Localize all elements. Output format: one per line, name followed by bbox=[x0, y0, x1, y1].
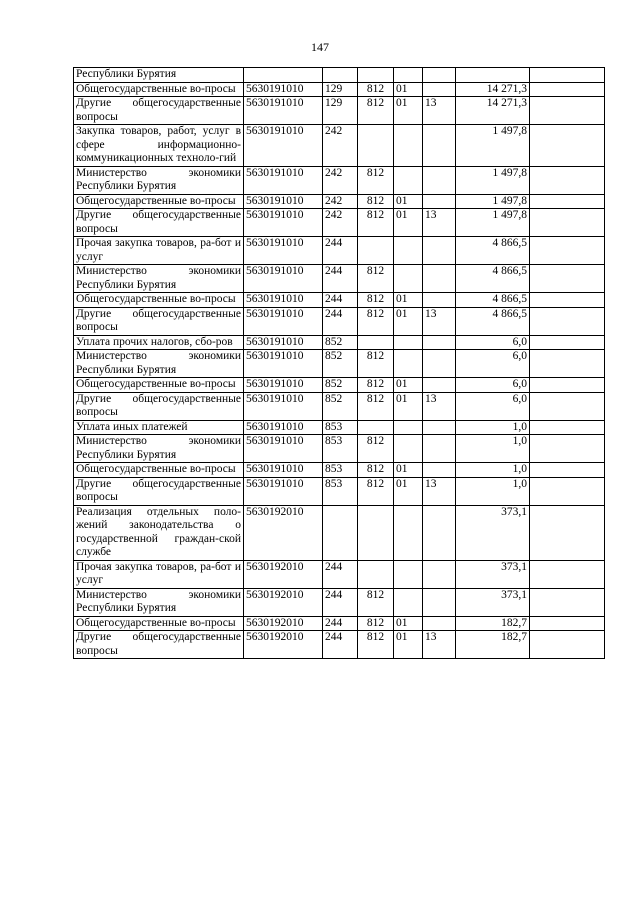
subsection-cell: 13 bbox=[423, 97, 456, 125]
table-row bbox=[74, 166, 605, 194]
row-name-cell: Общегосударственные во-просы bbox=[74, 293, 244, 308]
row-name-cell: Общегосударственные во-просы bbox=[74, 194, 244, 209]
table-row bbox=[74, 463, 605, 478]
administrator-code-cell bbox=[358, 420, 394, 435]
target-code-cell: 5630192010 bbox=[244, 560, 323, 588]
table-row bbox=[74, 477, 605, 505]
amount-cell: 1,0 bbox=[456, 477, 530, 505]
administrator-code-cell bbox=[358, 560, 394, 588]
subsection-cell bbox=[423, 293, 456, 308]
amount-cell: 14 271,3 bbox=[456, 82, 530, 97]
expense-type-cell: 853 bbox=[323, 477, 358, 505]
expense-type-cell: 853 bbox=[323, 435, 358, 463]
target-code-cell: 5630191010 bbox=[244, 82, 323, 97]
administrator-code-cell: 812 bbox=[358, 588, 394, 616]
section-cell: 01 bbox=[394, 477, 423, 505]
extra-empty-cell bbox=[530, 631, 605, 659]
section-cell: 01 bbox=[394, 616, 423, 631]
table-row bbox=[74, 97, 605, 125]
extra-empty-cell bbox=[530, 463, 605, 478]
extra-empty-cell bbox=[530, 68, 605, 83]
section-cell: 01 bbox=[394, 307, 423, 335]
target-code-cell: 5630191010 bbox=[244, 420, 323, 435]
administrator-code-cell bbox=[358, 505, 394, 560]
extra-empty-cell bbox=[530, 125, 605, 167]
extra-empty-cell bbox=[530, 237, 605, 265]
table-row bbox=[74, 265, 605, 293]
subsection-cell bbox=[423, 237, 456, 265]
target-code-cell: 5630192010 bbox=[244, 631, 323, 659]
amount-cell: 4 866,5 bbox=[456, 307, 530, 335]
row-name-cell: Общегосударственные во-просы bbox=[74, 82, 244, 97]
administrator-code-cell: 812 bbox=[358, 477, 394, 505]
target-code-cell: 5630191010 bbox=[244, 97, 323, 125]
section-cell bbox=[394, 560, 423, 588]
extra-empty-cell bbox=[530, 166, 605, 194]
extra-empty-cell bbox=[530, 560, 605, 588]
row-name-cell: Реализация отдельных поло-жений законодательства о государственной граждан-ской службе bbox=[74, 505, 244, 560]
amount-cell: 182,7 bbox=[456, 631, 530, 659]
row-name-cell: Министерство экономики Республики Бурятия bbox=[74, 350, 244, 378]
section-cell bbox=[394, 166, 423, 194]
table-row bbox=[74, 68, 605, 83]
amount-cell: 373,1 bbox=[456, 588, 530, 616]
table-row bbox=[74, 82, 605, 97]
row-name-cell: Министерство экономики Республики Бурятия bbox=[74, 435, 244, 463]
row-name-cell: Республики Бурятия bbox=[74, 68, 244, 83]
amount-cell: 1,0 bbox=[456, 420, 530, 435]
administrator-code-cell bbox=[358, 125, 394, 167]
expense-type-cell: 853 bbox=[323, 463, 358, 478]
subsection-cell: 13 bbox=[423, 477, 456, 505]
expense-type-cell: 852 bbox=[323, 392, 358, 420]
target-code-cell bbox=[244, 68, 323, 83]
table-row bbox=[74, 335, 605, 350]
amount-cell: 14 271,3 bbox=[456, 97, 530, 125]
extra-empty-cell bbox=[530, 209, 605, 237]
section-cell bbox=[394, 435, 423, 463]
administrator-code-cell: 812 bbox=[358, 378, 394, 393]
row-name-cell: Другие общегосударственные вопросы bbox=[74, 307, 244, 335]
administrator-code-cell: 812 bbox=[358, 82, 394, 97]
row-name-cell: Прочая закупка товаров, ра-бот и услуг bbox=[74, 237, 244, 265]
section-cell bbox=[394, 350, 423, 378]
section-cell: 01 bbox=[394, 631, 423, 659]
section-cell: 01 bbox=[394, 378, 423, 393]
page-number: 147 bbox=[311, 40, 329, 54]
target-code-cell: 5630191010 bbox=[244, 125, 323, 167]
section-cell: 01 bbox=[394, 194, 423, 209]
section-cell: 01 bbox=[394, 97, 423, 125]
table-row bbox=[74, 125, 605, 167]
expense-type-cell: 244 bbox=[323, 631, 358, 659]
expense-type-cell: 852 bbox=[323, 335, 358, 350]
expense-type-cell: 244 bbox=[323, 265, 358, 293]
target-code-cell: 5630191010 bbox=[244, 392, 323, 420]
table-row bbox=[74, 194, 605, 209]
target-code-cell: 5630191010 bbox=[244, 166, 323, 194]
expense-type-cell: 129 bbox=[323, 82, 358, 97]
table-row bbox=[74, 237, 605, 265]
amount-cell: 373,1 bbox=[456, 505, 530, 560]
amount-cell: 1,0 bbox=[456, 435, 530, 463]
administrator-code-cell: 812 bbox=[358, 350, 394, 378]
expense-type-cell: 244 bbox=[323, 307, 358, 335]
administrator-code-cell: 812 bbox=[358, 435, 394, 463]
subsection-cell bbox=[423, 350, 456, 378]
subsection-cell bbox=[423, 166, 456, 194]
extra-empty-cell bbox=[530, 97, 605, 125]
target-code-cell: 5630191010 bbox=[244, 237, 323, 265]
section-cell bbox=[394, 505, 423, 560]
section-cell: 01 bbox=[394, 82, 423, 97]
amount-cell: 373,1 bbox=[456, 560, 530, 588]
extra-empty-cell bbox=[530, 505, 605, 560]
table-row bbox=[74, 293, 605, 308]
subsection-cell: 13 bbox=[423, 392, 456, 420]
section-cell bbox=[394, 335, 423, 350]
amount-cell: 6,0 bbox=[456, 378, 530, 393]
administrator-code-cell: 812 bbox=[358, 194, 394, 209]
expense-type-cell: 242 bbox=[323, 125, 358, 167]
row-name-cell: Закупка товаров, работ, услуг в сфере информационно-коммуникационных техноло-гий bbox=[74, 125, 244, 167]
expense-type-cell: 242 bbox=[323, 209, 358, 237]
expense-type-cell: 244 bbox=[323, 588, 358, 616]
subsection-cell: 13 bbox=[423, 307, 456, 335]
target-code-cell: 5630191010 bbox=[244, 435, 323, 463]
table-row bbox=[74, 378, 605, 393]
extra-empty-cell bbox=[530, 82, 605, 97]
administrator-code-cell: 812 bbox=[358, 265, 394, 293]
amount-cell: 6,0 bbox=[456, 392, 530, 420]
extra-empty-cell bbox=[530, 378, 605, 393]
section-cell: 01 bbox=[394, 209, 423, 237]
table-row bbox=[74, 631, 605, 659]
extra-empty-cell bbox=[530, 194, 605, 209]
target-code-cell: 5630192010 bbox=[244, 616, 323, 631]
administrator-code-cell: 812 bbox=[358, 209, 394, 237]
expense-type-cell: 242 bbox=[323, 194, 358, 209]
row-name-cell: Другие общегосударственные вопросы bbox=[74, 392, 244, 420]
expense-type-cell: 852 bbox=[323, 378, 358, 393]
subsection-cell bbox=[423, 68, 456, 83]
subsection-cell bbox=[423, 82, 456, 97]
target-code-cell: 5630191010 bbox=[244, 209, 323, 237]
extra-empty-cell bbox=[530, 616, 605, 631]
section-cell bbox=[394, 420, 423, 435]
amount-cell: 1 497,8 bbox=[456, 194, 530, 209]
amount-cell: 4 866,5 bbox=[456, 237, 530, 265]
expense-type-cell: 853 bbox=[323, 420, 358, 435]
section-cell: 01 bbox=[394, 392, 423, 420]
extra-empty-cell bbox=[530, 588, 605, 616]
subsection-cell bbox=[423, 265, 456, 293]
administrator-code-cell: 812 bbox=[358, 97, 394, 125]
table-row bbox=[74, 350, 605, 378]
subsection-cell bbox=[423, 505, 456, 560]
section-cell bbox=[394, 265, 423, 293]
expense-type-cell: 129 bbox=[323, 97, 358, 125]
target-code-cell: 5630191010 bbox=[244, 307, 323, 335]
row-name-cell: Другие общегосударственные вопросы bbox=[74, 631, 244, 659]
amount-cell: 182,7 bbox=[456, 616, 530, 631]
administrator-code-cell: 812 bbox=[358, 463, 394, 478]
row-name-cell: Министерство экономики Республики Бурятия bbox=[74, 265, 244, 293]
amount-cell bbox=[456, 68, 530, 83]
target-code-cell: 5630192010 bbox=[244, 588, 323, 616]
section-cell: 01 bbox=[394, 293, 423, 308]
row-name-cell: Другие общегосударственные вопросы bbox=[74, 97, 244, 125]
amount-cell: 4 866,5 bbox=[456, 265, 530, 293]
expense-type-cell: 244 bbox=[323, 237, 358, 265]
extra-empty-cell bbox=[530, 307, 605, 335]
expense-type-cell: 244 bbox=[323, 293, 358, 308]
table-row bbox=[74, 435, 605, 463]
subsection-cell bbox=[423, 125, 456, 167]
target-code-cell: 5630191010 bbox=[244, 293, 323, 308]
row-name-cell: Общегосударственные во-просы bbox=[74, 463, 244, 478]
row-name-cell: Другие общегосударственные вопросы bbox=[74, 209, 244, 237]
expense-type-cell: 242 bbox=[323, 166, 358, 194]
administrator-code-cell: 812 bbox=[358, 293, 394, 308]
subsection-cell bbox=[423, 463, 456, 478]
amount-cell: 1 497,8 bbox=[456, 166, 530, 194]
extra-empty-cell bbox=[530, 265, 605, 293]
table-row bbox=[74, 560, 605, 588]
budget-table bbox=[73, 67, 605, 659]
subsection-cell bbox=[423, 560, 456, 588]
amount-cell: 4 866,5 bbox=[456, 293, 530, 308]
target-code-cell: 5630191010 bbox=[244, 477, 323, 505]
row-name-cell: Уплата иных платежей bbox=[74, 420, 244, 435]
table-row bbox=[74, 588, 605, 616]
subsection-cell bbox=[423, 588, 456, 616]
table-row bbox=[74, 209, 605, 237]
row-name-cell: Другие общегосударственные вопросы bbox=[74, 477, 244, 505]
administrator-code-cell: 812 bbox=[358, 616, 394, 631]
subsection-cell bbox=[423, 335, 456, 350]
subsection-cell bbox=[423, 420, 456, 435]
amount-cell: 1,0 bbox=[456, 463, 530, 478]
administrator-code-cell bbox=[358, 68, 394, 83]
expense-type-cell: 244 bbox=[323, 560, 358, 588]
table-row bbox=[74, 505, 605, 560]
administrator-code-cell bbox=[358, 335, 394, 350]
administrator-code-cell: 812 bbox=[358, 392, 394, 420]
section-cell bbox=[394, 588, 423, 616]
subsection-cell bbox=[423, 194, 456, 209]
table-row bbox=[74, 420, 605, 435]
extra-empty-cell bbox=[530, 420, 605, 435]
section-cell bbox=[394, 68, 423, 83]
target-code-cell: 5630191010 bbox=[244, 335, 323, 350]
extra-empty-cell bbox=[530, 392, 605, 420]
target-code-cell: 5630192010 bbox=[244, 505, 323, 560]
table-body bbox=[74, 68, 605, 659]
administrator-code-cell: 812 bbox=[358, 166, 394, 194]
administrator-code-cell: 812 bbox=[358, 631, 394, 659]
table-row bbox=[74, 616, 605, 631]
row-name-cell: Министерство экономики Республики Бурятия bbox=[74, 166, 244, 194]
subsection-cell: 13 bbox=[423, 209, 456, 237]
target-code-cell: 5630191010 bbox=[244, 378, 323, 393]
extra-empty-cell bbox=[530, 293, 605, 308]
subsection-cell bbox=[423, 616, 456, 631]
expense-type-cell bbox=[323, 68, 358, 83]
expense-type-cell bbox=[323, 505, 358, 560]
amount-cell: 6,0 bbox=[456, 350, 530, 378]
extra-empty-cell bbox=[530, 435, 605, 463]
expense-type-cell: 852 bbox=[323, 350, 358, 378]
target-code-cell: 5630191010 bbox=[244, 265, 323, 293]
subsection-cell bbox=[423, 435, 456, 463]
extra-empty-cell bbox=[530, 477, 605, 505]
subsection-cell: 13 bbox=[423, 631, 456, 659]
section-cell: 01 bbox=[394, 463, 423, 478]
section-cell bbox=[394, 237, 423, 265]
amount-cell: 6,0 bbox=[456, 335, 530, 350]
row-name-cell: Министерство экономики Республики Бурятия bbox=[74, 588, 244, 616]
row-name-cell: Общегосударственные во-просы bbox=[74, 378, 244, 393]
extra-empty-cell bbox=[530, 335, 605, 350]
row-name-cell: Прочая закупка товаров, ра-бот и услуг bbox=[74, 560, 244, 588]
target-code-cell: 5630191010 bbox=[244, 350, 323, 378]
table-row bbox=[74, 307, 605, 335]
extra-empty-cell bbox=[530, 350, 605, 378]
row-name-cell: Уплата прочих налогов, сбо-ров bbox=[74, 335, 244, 350]
administrator-code-cell: 812 bbox=[358, 307, 394, 335]
table-row bbox=[74, 392, 605, 420]
subsection-cell bbox=[423, 378, 456, 393]
amount-cell: 1 497,8 bbox=[456, 125, 530, 167]
expense-type-cell: 244 bbox=[323, 616, 358, 631]
target-code-cell: 5630191010 bbox=[244, 194, 323, 209]
administrator-code-cell bbox=[358, 237, 394, 265]
section-cell bbox=[394, 125, 423, 167]
target-code-cell: 5630191010 bbox=[244, 463, 323, 478]
amount-cell: 1 497,8 bbox=[456, 209, 530, 237]
row-name-cell: Общегосударственные во-просы bbox=[74, 616, 244, 631]
